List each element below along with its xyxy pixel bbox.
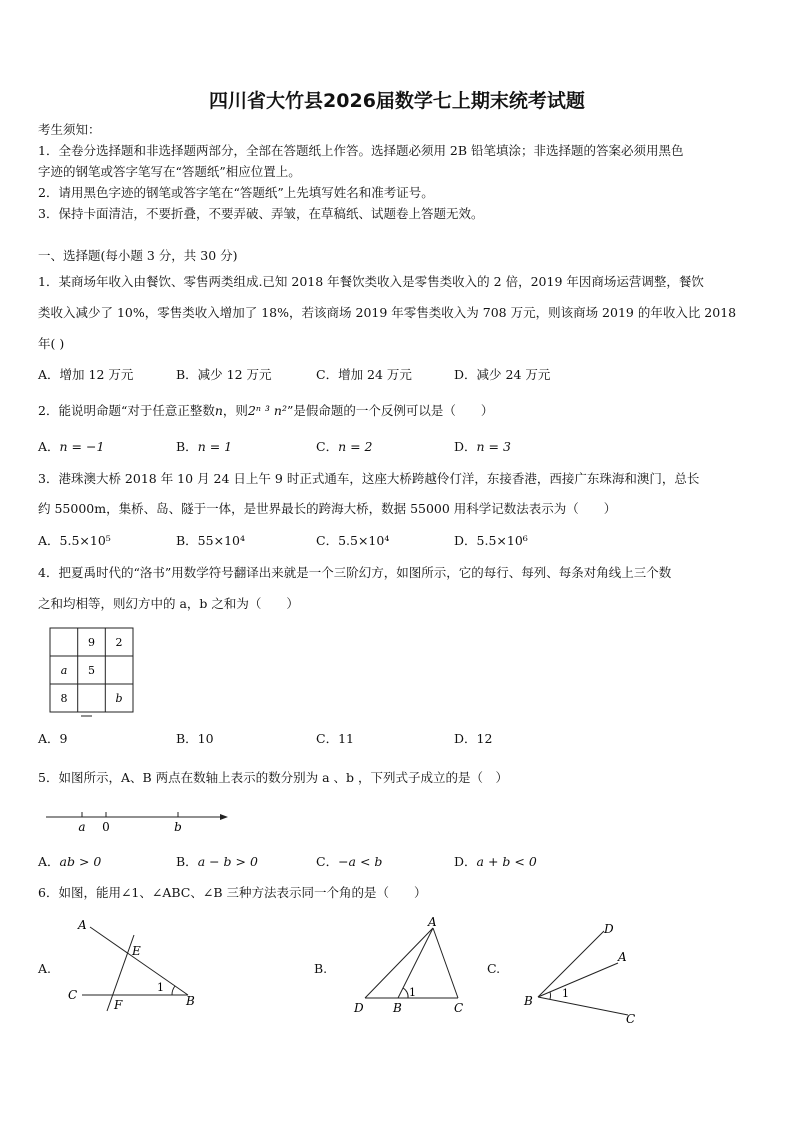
label-D: D — [604, 922, 614, 936]
grid-cell: a — [60, 664, 68, 677]
grid-cell: 5 — [88, 664, 95, 677]
q3-option-d: D．5.5×10⁶ — [454, 533, 528, 548]
label-F: F — [114, 998, 123, 1012]
q5-option-d — [454, 852, 537, 870]
axis-label-a: a — [78, 820, 86, 834]
q6-figure-c — [520, 915, 640, 1027]
q4-option-c: C．11 — [316, 731, 354, 746]
grid-cell: 9 — [88, 636, 95, 649]
arrow-icon — [220, 814, 228, 820]
q3-line: 约 55000m，集桥、岛、隧于一体，是世界最长的跨海大桥，数据 55000 用科学记数法表示为（ ） — [38, 501, 617, 516]
label-B: B — [186, 994, 195, 1008]
grid-cell: 2 — [115, 636, 123, 649]
q6-stem: 6．如图，能用∠1、∠ABC、∠B 三种方法表示同一个角的是（ ） — [38, 885, 427, 900]
q6-option-a: A. — [38, 961, 52, 976]
q4-line: 4．把夏禹时代的“洛书”用数学符号翻译出来就是一个三阶幻方，如图所示，它的每行、每列、每条对角线上三个数 — [38, 565, 672, 580]
q2-option-c — [316, 437, 373, 455]
q2-option-d — [454, 437, 511, 455]
page-title: 四川省大竹县2026届数学七上期末统考试题 — [209, 90, 585, 112]
q2-stem-a: 2．能说明命题“对于任意正整数 — [38, 403, 215, 418]
magic-square-figure — [48, 626, 138, 718]
q2-stem-c: ”是假命题的一个反例可以是（ ） — [286, 403, 494, 418]
q2-option-b-math: n = 1 — [197, 439, 233, 454]
q3-line: 3．港珠澳大桥 2018 年 10 月 24 日上午 9 时正式通车，这座大桥跨越伶仃洋，东接香港，西接广东珠海和澳门，总长 — [38, 471, 700, 486]
angle-arc — [172, 986, 175, 995]
notice-heading: 考生须知： — [38, 122, 101, 137]
q5-option-b-math: a − b > 0 — [197, 854, 258, 869]
axis-label-zero: 0 — [102, 820, 110, 834]
label-E: E — [132, 944, 141, 958]
line-ba — [538, 963, 618, 997]
q2-option-d-math: n = 3 — [476, 439, 511, 454]
q2-option-b-label: B． — [176, 439, 198, 454]
q5-option-c — [316, 852, 382, 870]
notice-item: 字迹的钢笔或答字笔写在“答题纸”相应位置上。 — [38, 164, 301, 179]
label-A: A — [428, 915, 437, 929]
q6-figure-b — [350, 914, 475, 1018]
q2-option-a-label: A． — [38, 439, 60, 454]
line-bc — [538, 997, 628, 1015]
q2-option-a-math: n = −1 — [59, 439, 105, 454]
q5-option-d-math: a + b < 0 — [476, 854, 537, 869]
q2-stem — [38, 401, 493, 419]
notice-item: 2．请用黑色字迹的钢笔或答字笔在“答题纸”上先填写姓名和准考证号。 — [38, 185, 434, 200]
label-B: B — [393, 1001, 402, 1015]
label-D: D — [354, 1001, 364, 1015]
q1-option-a: A．增加 12 万元 — [38, 367, 134, 382]
q5-option-b — [176, 852, 258, 870]
section-heading: 一、选择题(每小题 3 分，共 30 分) — [38, 248, 238, 263]
angle-arc — [403, 988, 408, 998]
q4-option-b: B．10 — [176, 731, 214, 746]
q5-option-d-label: D． — [454, 854, 477, 869]
q2-option-d-label: D． — [454, 439, 477, 454]
q6-option-c: C. — [487, 961, 501, 976]
grid-cell: b — [115, 692, 123, 705]
axis-label-b: b — [174, 820, 182, 834]
q5-stem: 5．如图所示，A、B 两点在数轴上表示的数分别为 a 、b ，下列式子成立的是（ ） — [38, 770, 509, 785]
line-ac — [433, 928, 458, 998]
q4-line: 之和均相等，则幻方中的 a，b 之和为（ ） — [38, 596, 299, 611]
q1-line: 1．某商场年收入由餐饮、零售两类组成.已知 2018 年餐饮类收入是零售类收入的 2 倍，2019 年因商场运营调整，餐饮 — [38, 274, 704, 289]
q2-expr: 2ⁿ ³ n² — [247, 403, 287, 418]
label-1: 1 — [409, 986, 416, 999]
q2-stem-b: ，则 — [222, 403, 248, 418]
label-A: A — [618, 950, 627, 964]
q5-option-a — [38, 852, 101, 870]
label-1: 1 — [562, 987, 569, 1000]
line-ad — [365, 928, 433, 998]
q2-option-c-label: C． — [316, 439, 339, 454]
q1-option-d: D．减少 24 万元 — [454, 367, 551, 382]
angle-arc — [550, 992, 551, 999]
q5-option-a-label: A． — [38, 854, 60, 869]
q3-option-b: B．55×10⁴ — [176, 533, 245, 548]
label-1: 1 — [157, 981, 164, 994]
line-bd — [538, 931, 604, 997]
number-line-figure — [40, 806, 240, 838]
label-C: C — [626, 1012, 636, 1026]
q1-option-c: C．增加 24 万元 — [316, 367, 412, 382]
q6-figure-a — [64, 915, 204, 1015]
label-C: C — [454, 1001, 464, 1015]
q6-option-b: B. — [314, 961, 328, 976]
q1-line: 年( ) — [38, 336, 65, 351]
label-A: A — [78, 918, 87, 932]
q2-option-b — [176, 437, 232, 455]
q2-var-n: n — [214, 403, 223, 418]
q1-line: 类收入减少了 10%，零售类收入增加了 18%，若该商场 2019 年零售类收入为 708 万元，则该商场 2019 的年收入比 2018 — [38, 305, 737, 320]
label-C: C — [68, 988, 78, 1002]
q5-option-c-label: C． — [316, 854, 339, 869]
notice-item: 3．保持卡面清洁，不要折叠，不要弄破、弄皱，在草稿纸、试题卷上答题无效。 — [38, 206, 484, 221]
line-ab — [90, 927, 188, 995]
q3-option-c: C．5.5×10⁴ — [316, 533, 390, 548]
q5-option-c-math: −a < b — [338, 854, 383, 869]
grid-cell: 8 — [60, 692, 68, 705]
q1-option-b: B．减少 12 万元 — [176, 367, 272, 382]
q3-option-a: A．5.5×10⁵ — [38, 533, 111, 548]
q5-option-a-math: ab > 0 — [59, 854, 102, 869]
notice-item: 1．全卷分选择题和非选择题两部分，全部在答题纸上作答。选择题必须用 2B 铅笔填涂；非选择题的答案必须用黑色 — [38, 143, 684, 158]
q5-option-b-label: B． — [176, 854, 198, 869]
q2-option-c-math: n = 2 — [338, 439, 373, 454]
label-B: B — [524, 994, 533, 1008]
q2-option-a — [38, 437, 104, 455]
q4-option-a: A．9 — [38, 731, 68, 746]
q4-option-d: D．12 — [454, 731, 493, 746]
